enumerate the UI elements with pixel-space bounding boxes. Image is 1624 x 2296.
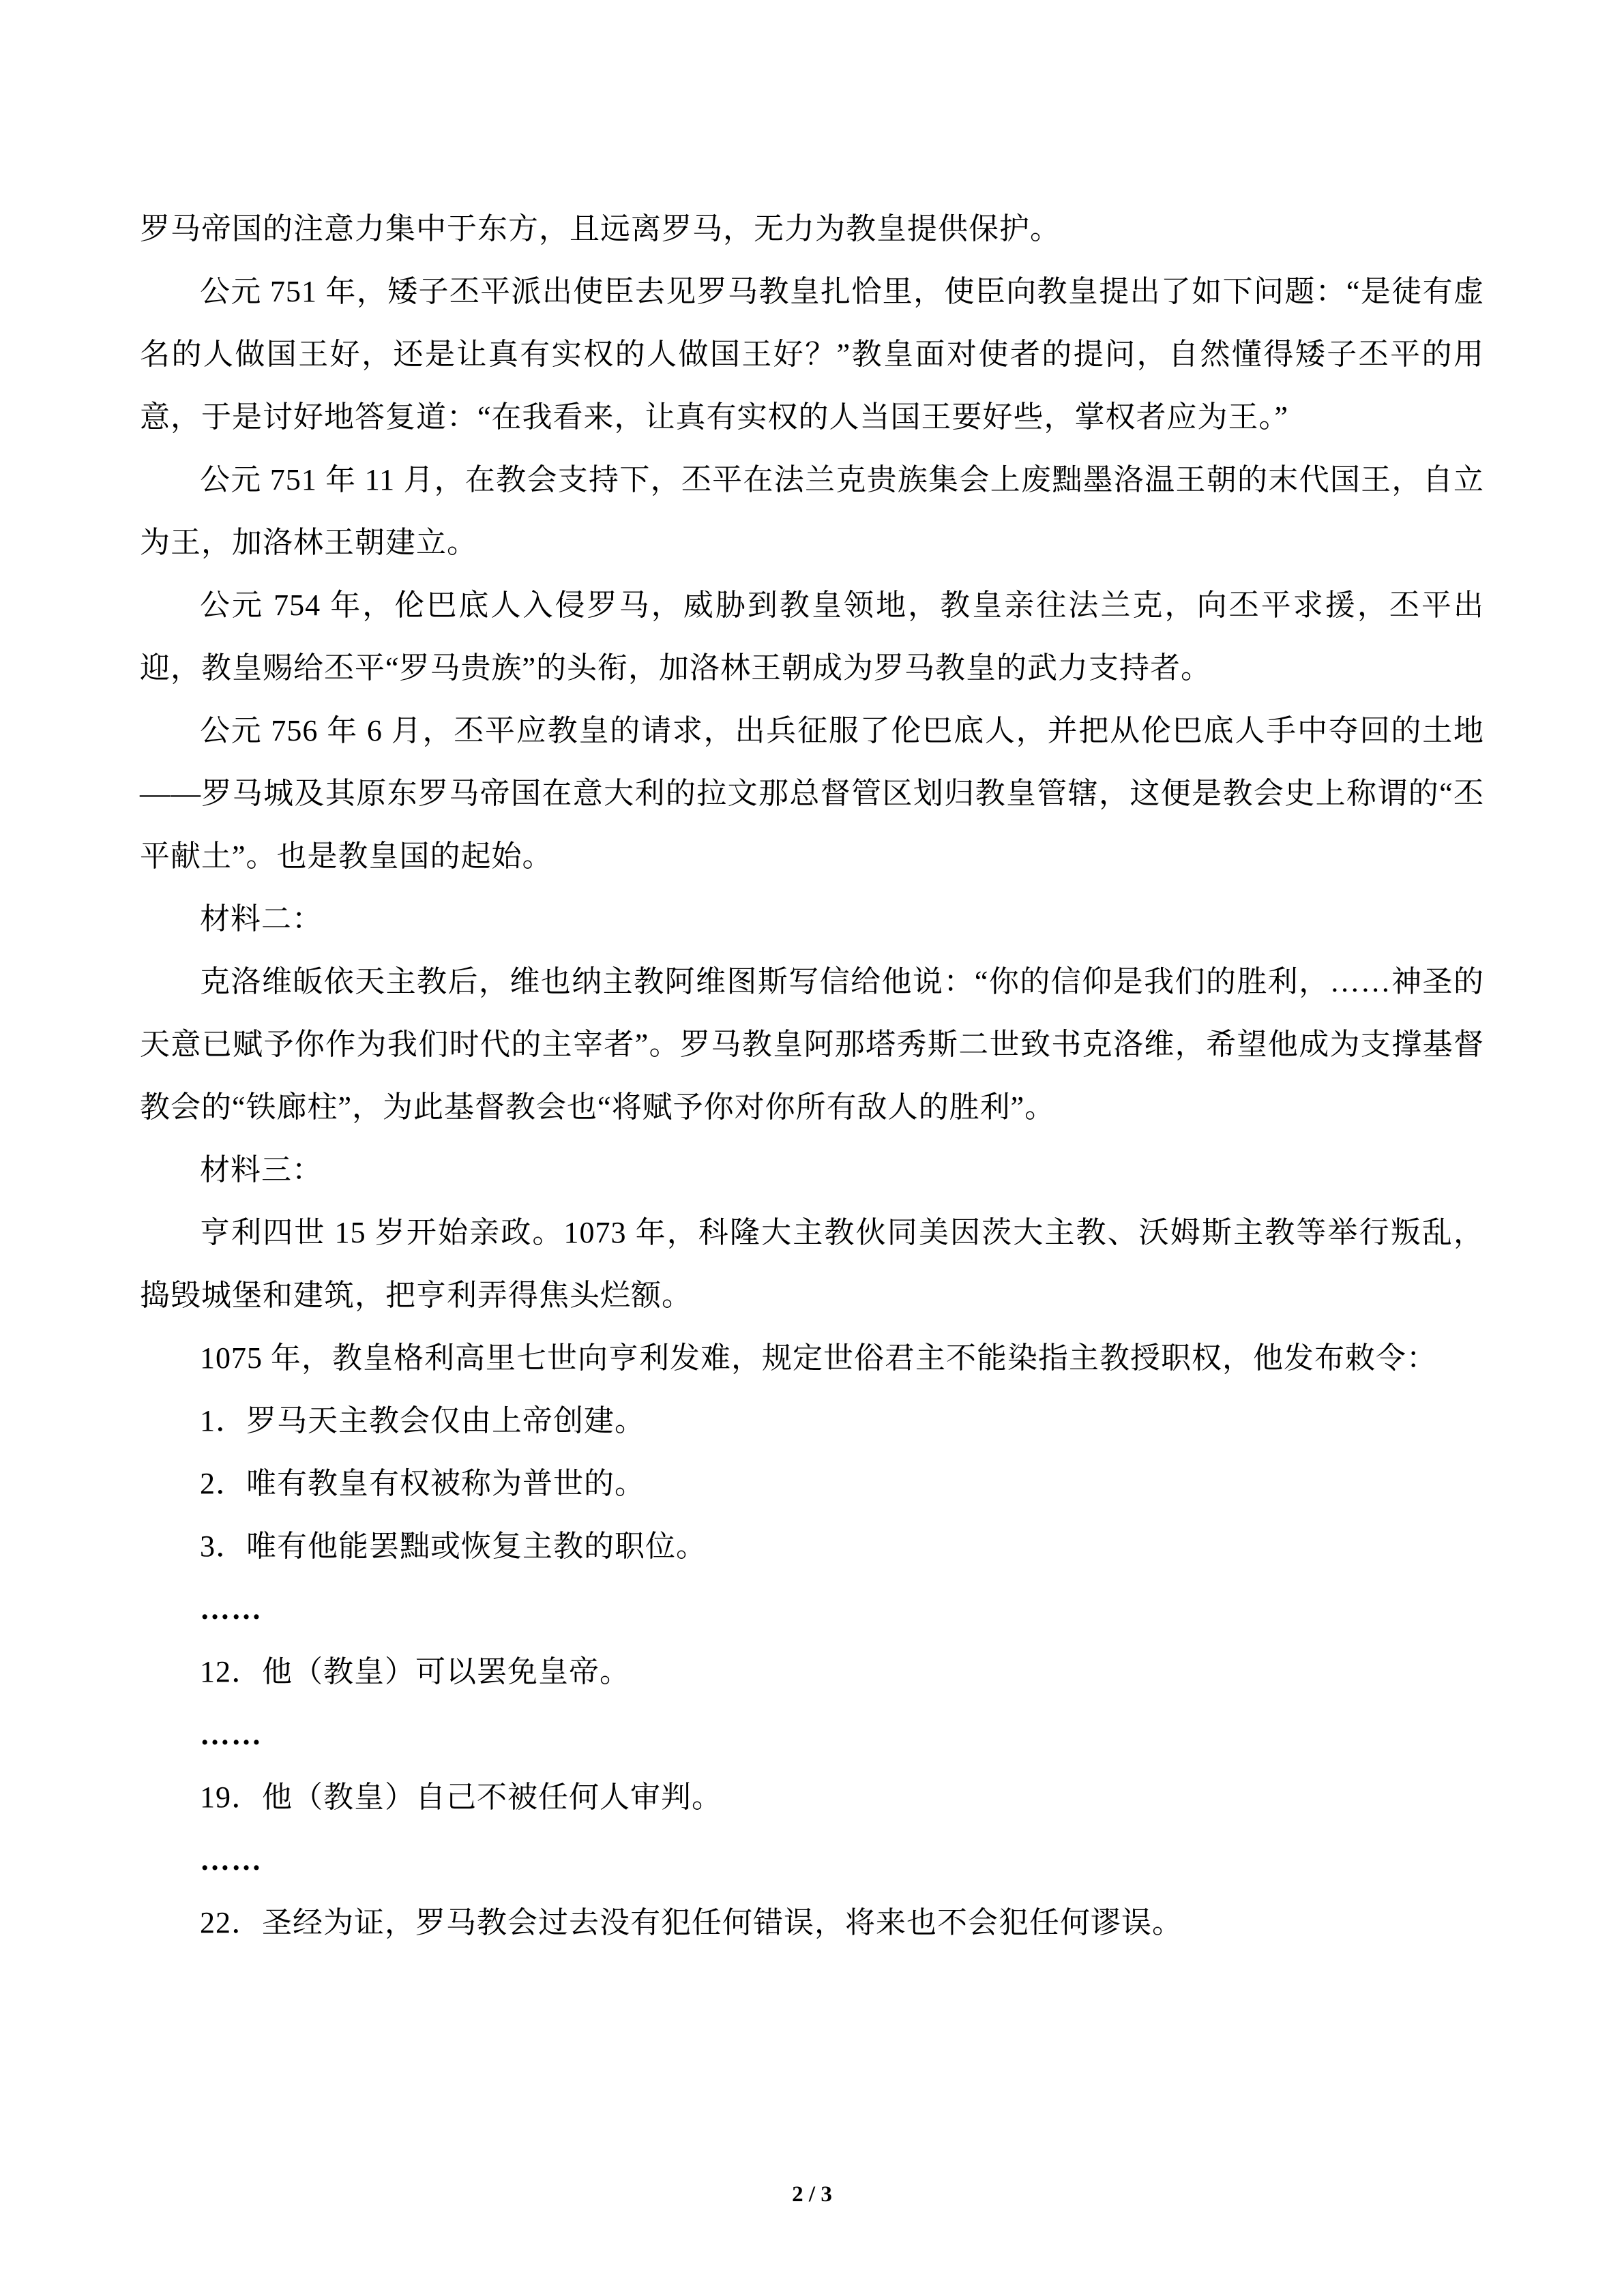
paragraph: 1075 年，教皇格利高里七世向亨利发难，规定世俗君主不能染指主教授职权，他发布敕令： bbox=[200, 1341, 1437, 1375]
paragraph: 克洛维皈依天主教后，维也纳主教阿维图斯写信给他说：“你的信仰是我们的胜利，……神圣的天意已赋予你作为我们时代的主宰者”。罗马教皇阿那塔秀斯二世致书克洛维，希望他成为支撑基督教会的“铁廊柱”，为此基督教会也“将赋予你对你所有敌人的胜利”。 bbox=[140, 965, 1484, 1124]
ellipsis: …… bbox=[200, 1843, 263, 1877]
list-item: 3．唯有他能罢黜或恢复主教的职位。 bbox=[200, 1530, 707, 1563]
section-heading: 材料二： bbox=[200, 902, 323, 936]
list-item: 22．圣经为证，罗马教会过去没有犯任何错误，将来也不会犯任何谬误。 bbox=[200, 1906, 1183, 1939]
paragraph: 罗马帝国的注意力集中于东方，且远离罗马，无力为教皇提供保护。 bbox=[140, 212, 1061, 245]
list-item: 12．他（教皇）可以罢免皇帝。 bbox=[200, 1655, 630, 1688]
paragraph: 公元 754 年，伦巴底人入侵罗马，威胁到教皇领地，教皇亲往法兰克，向丕平求援，丕平出迎，教皇赐给丕平“罗马贵族”的头衔，加洛林王朝成为罗马教皇的武力支持者。 bbox=[140, 588, 1484, 685]
paragraph: 公元 751 年，矮子丕平派出使臣去见罗马教皇扎恰里，使臣向教皇提出了如下问题：“是徒有虚名的人做国王好，还是让真有实权的人做国王好？”教皇面对使者的提问，自然懂得矮子丕平的用意，于是讨好地答复道：“在我看来，让真有实权的人当国王要好些，掌权者应为王。” bbox=[140, 275, 1484, 434]
paragraph: 亨利四世 15 岁开始亲政。1073 年，科隆大主教伙同美因茨大主教、沃姆斯主教等举行叛乱，捣毁城堡和建筑，把亨利弄得焦头烂额。 bbox=[140, 1216, 1484, 1312]
list-item: 2．唯有教皇有权被称为普世的。 bbox=[200, 1467, 645, 1500]
document-body bbox=[140, 198, 1484, 1954]
list-item: 1．罗马天主教会仅由上帝创建。 bbox=[200, 1404, 645, 1437]
page-number: 2 / 3 bbox=[792, 2182, 832, 2207]
list-item: 19．他（教皇）自己不被任何人审判。 bbox=[200, 1780, 722, 1814]
paragraph: 公元 756 年 6 月，丕平应教皇的请求，出兵征服了伦巴底人，并把从伦巴底人手中夺回的土地——罗马城及其原东罗马帝国在意大利的拉文那总督管区划归教皇管辖，这便是教会史上称谓的“丕平献土”。也是教皇国的起始。 bbox=[140, 714, 1484, 873]
ellipsis: …… bbox=[200, 1592, 263, 1626]
section-heading: 材料三： bbox=[200, 1153, 323, 1187]
paragraph: 公元 751 年 11 月，在教会支持下，丕平在法兰克贵族集会上废黜墨洛温王朝的末代国王，自立为王，加洛林王朝建立。 bbox=[140, 463, 1484, 559]
ellipsis: …… bbox=[200, 1718, 263, 1751]
